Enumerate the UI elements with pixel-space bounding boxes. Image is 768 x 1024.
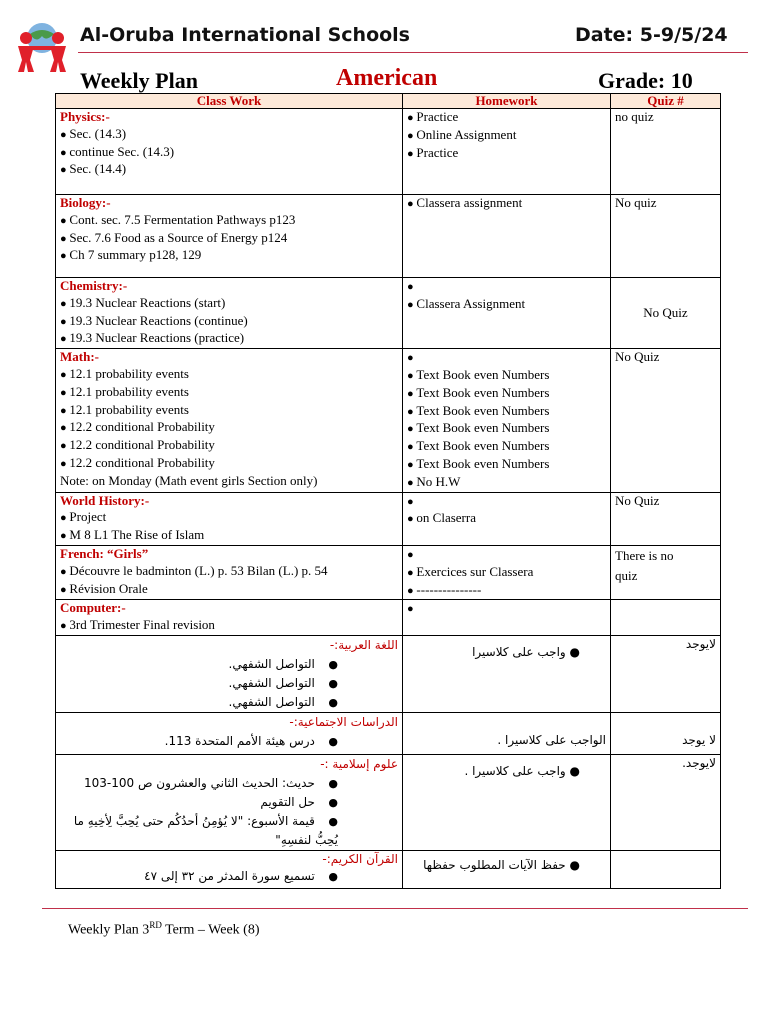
classwork-cell — [56, 278, 403, 349]
list-item: ● Exercices sur Classera — [407, 564, 606, 582]
table-row — [56, 755, 721, 851]
school-logo-icon — [12, 16, 72, 74]
footer-sup: RD — [149, 920, 162, 930]
footer-suffix: Term – Week (8) — [161, 922, 260, 938]
classwork-cell — [56, 492, 403, 545]
grade-title: Grade: 10 — [598, 68, 693, 93]
list-item: ● Sec. (14.3) — [60, 126, 398, 144]
column-header-classwork: Class Work — [56, 94, 403, 109]
subject-label: الدراسات الاجتماعية:- — [289, 715, 398, 730]
subject-label: Biology:- — [60, 195, 111, 210]
homework-cell — [403, 545, 611, 599]
column-header-quiz: Quiz # — [611, 94, 721, 109]
list-item — [407, 349, 606, 367]
table-row — [56, 545, 721, 599]
subject-label: World History:- — [60, 492, 150, 508]
classwork-cell — [56, 851, 403, 889]
homework-cell — [403, 755, 611, 851]
quiz-cell — [611, 600, 721, 636]
table-row — [56, 636, 721, 713]
quiz-cell: No Quiz — [611, 349, 721, 492]
classwork-cell — [56, 109, 403, 195]
quiz-text: There is no — [615, 547, 674, 563]
classwork-cell — [56, 545, 403, 599]
list-item: ● Online Assignment — [407, 127, 606, 145]
list-item: ● Sec. 7.6 Food as a Source of Energy p124 — [60, 230, 398, 248]
school-name: Al-Oruba International Schools — [80, 24, 410, 46]
list-item: ● Révision Orale — [60, 581, 398, 599]
list-item: ● 12.2 conditional Probability — [60, 455, 398, 473]
quiz-cell: no quiz — [611, 109, 721, 195]
classwork-cell — [56, 755, 403, 851]
subject-label: Math:- — [60, 349, 99, 365]
classwork-cell — [56, 600, 403, 636]
list-item: ● continue Sec. (14.3) — [60, 144, 398, 162]
quiz-cell: No Quiz — [611, 278, 721, 349]
list-item: ● M 8 L1 The Rise of Islam — [60, 527, 398, 545]
homework-cell — [403, 278, 611, 349]
list-item: ● Cont. sec. 7.5 Fermentation Pathways p123 — [60, 212, 398, 230]
homework-cell — [403, 349, 611, 492]
subject-label: Chemistry:- — [60, 278, 128, 293]
table-row — [56, 851, 721, 889]
table-header-row — [56, 94, 721, 109]
list-item: ● 12.1 probability events — [60, 384, 398, 402]
homework-cell — [403, 636, 611, 713]
math-note: Note: on Monday (Math event girls Section only) — [60, 472, 318, 488]
table-row — [56, 349, 721, 492]
list-item: ● --------------- — [407, 582, 606, 600]
list-item: ● 12.2 conditional Probability — [60, 437, 398, 455]
quiz-cell: لا يوجد — [611, 713, 721, 755]
footer-prefix: Weekly Plan 3 — [68, 922, 150, 938]
footer-text — [68, 920, 260, 939]
list-item: ● Practice — [407, 145, 606, 163]
list-item: ● Text Book even Numbers — [407, 385, 606, 403]
footer-divider — [42, 908, 748, 909]
quiz-cell: No Quiz — [611, 492, 721, 545]
list-item: ● Text Book even Numbers — [407, 403, 606, 421]
header-divider — [78, 52, 748, 53]
homework-cell — [403, 851, 611, 889]
homework-cell — [403, 600, 611, 636]
classwork-cell — [56, 349, 403, 492]
homework-cell: الواجب على كلاسيرا . — [403, 713, 611, 755]
program-title: American — [336, 65, 438, 91]
list-item: ● No H.W — [407, 474, 606, 492]
column-header-homework: Homework — [403, 94, 611, 109]
list-item: ● Ch 7 summary p128, 129 — [60, 247, 398, 265]
homework-text: واجب على كلاسيرا . — [464, 764, 566, 779]
table-row — [56, 109, 721, 195]
table-row — [56, 278, 721, 349]
homework-text: واجب على كلاسيرا — [472, 645, 566, 660]
list-item — [407, 546, 606, 564]
list-item: ● التواصل الشفهي. — [60, 655, 338, 674]
subject-label: القرآن الكريم:- — [322, 852, 398, 867]
quiz-cell — [611, 851, 721, 889]
list-item: ● Text Book even Numbers — [407, 367, 606, 385]
list-item: ● 19.3 Nuclear Reactions (start) — [60, 295, 398, 313]
list-item: ● قيمة الأسبوع: "لا يُؤمِنُ أحدُكُم حتى يُحِبَّ لِأخِيهِ ما يُحِبُّ لنفسِهِ" — [60, 812, 338, 850]
classwork-cell — [56, 195, 403, 278]
homework-cell — [403, 109, 611, 195]
list-item — [407, 278, 606, 296]
list-item: ● 12.2 conditional Probability — [60, 419, 398, 437]
list-item: ● 19.3 Nuclear Reactions (practice) — [60, 330, 398, 348]
weekly-plan-table — [55, 93, 721, 889]
list-item: ● تسميع سورة المدثر من ٣٢ إلى ٤٧ — [60, 868, 338, 885]
quiz-cell: لايوجد. — [611, 755, 721, 851]
quiz-text: quiz — [615, 567, 638, 583]
list-item: ● حل التقويم — [60, 793, 338, 812]
list-item: ● Text Book even Numbers — [407, 438, 606, 456]
table-row — [56, 195, 721, 278]
list-item: ● Classera Assignment — [407, 296, 606, 314]
list-item: ● حديث: الحديث الثاني والعشرون ص 100-103 — [60, 774, 338, 793]
list-item: ● درس هيئة الأمم المتحدة 113. — [60, 732, 338, 751]
list-item — [407, 493, 606, 511]
list-item: ● التواصل الشفهي. — [60, 674, 338, 693]
list-item: ● — [565, 858, 580, 873]
subject-label: French: “Girls” — [60, 545, 149, 561]
homework-cell — [403, 195, 611, 278]
classwork-cell — [56, 713, 403, 755]
subject-label: علوم إسلامية :- — [320, 757, 398, 772]
plan-title: Weekly Plan — [80, 68, 198, 93]
list-item: ● Practice — [407, 109, 606, 127]
list-item: ● 19.3 Nuclear Reactions (continue) — [60, 313, 398, 331]
table-row — [56, 713, 721, 755]
quiz-cell — [611, 545, 721, 599]
list-item: ● Sec. (14.4) — [60, 161, 398, 179]
list-item: ● Text Book even Numbers — [407, 420, 606, 438]
list-item: ● التواصل الشفهي. — [60, 693, 338, 712]
list-item: ● Classera assignment — [407, 195, 606, 213]
list-item: ● 12.1 probability events — [60, 366, 398, 384]
list-item: ● Text Book even Numbers — [407, 456, 606, 474]
list-item: ● on Claserra — [407, 510, 606, 528]
list-item: ● — [565, 645, 580, 660]
quiz-cell: لايوجد — [611, 636, 721, 713]
list-item: ● Découvre le badminton (L.) p. 53 Bilan (L.) p. 54 — [60, 563, 398, 581]
table-row — [56, 600, 721, 636]
subject-label: Physics:- — [60, 109, 110, 124]
classwork-cell — [56, 636, 403, 713]
table-row — [56, 492, 721, 545]
homework-text: حفظ الآيات المطلوب حفظها — [423, 858, 566, 873]
subject-label: اللغة العربية:- — [329, 638, 398, 653]
list-item — [407, 600, 606, 618]
list-item: ● 3rd Trimester Final revision — [60, 617, 398, 635]
list-item: ● 12.1 probability events — [60, 402, 398, 420]
subject-label: Computer:- — [60, 600, 126, 616]
quiz-cell: No quiz — [611, 195, 721, 278]
list-item: ● Project — [60, 509, 398, 527]
plan-date: Date: 5-9/5/24 — [575, 24, 728, 46]
list-item: ● — [565, 764, 580, 779]
homework-cell — [403, 492, 611, 545]
